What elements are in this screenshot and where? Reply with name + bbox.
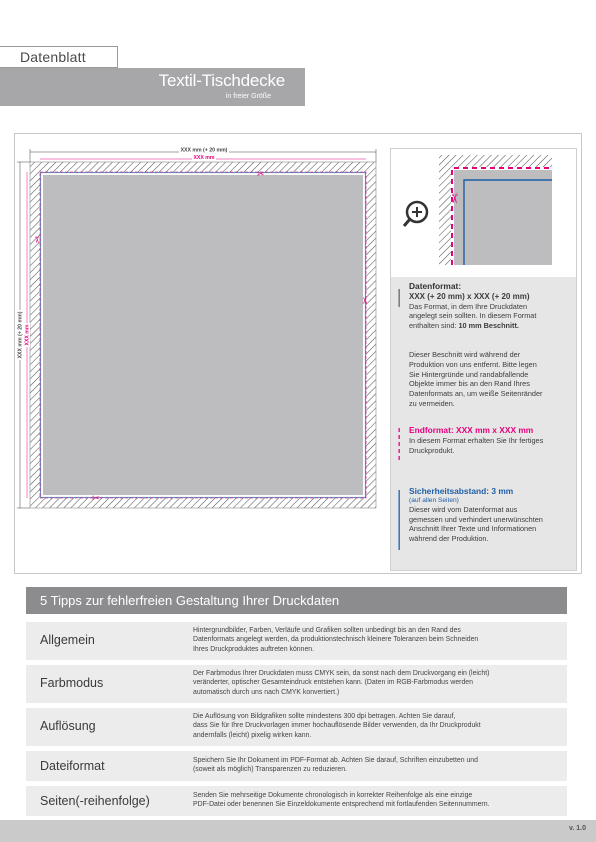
tip-row <box>26 622 567 660</box>
bleed-line: Objekte immer bis an den Rand Ihres <box>409 379 530 389</box>
end-marker <box>399 449 400 453</box>
header-title-block <box>0 68 305 106</box>
bleed-line: Sie Hintergründe und randabfallende <box>409 369 529 379</box>
tip-line: automatisch durch uns nach CMYK konvertiert.) <box>193 688 340 696</box>
safety-line-text: Anschnitt Ihrer Texte und Informationen <box>409 524 537 534</box>
version-label: v. 1.0 <box>569 825 586 832</box>
tip-row <box>26 751 567 781</box>
tip-line: veränderter, optischer Gesamteindruck entstehen kann. (Daten im RGB-Farbmodus werden <box>193 679 473 687</box>
bleed-line: Dieser Beschnitt wird während der <box>409 350 521 359</box>
panel-markers <box>396 285 404 555</box>
safety-sub: (auf allen Seiten) <box>409 496 459 504</box>
zoom-detail-graphic <box>391 149 576 277</box>
safety-heading: Sicherheitsabstand: 3 mm <box>409 486 514 496</box>
content-area <box>43 175 363 495</box>
scissors-icon: ✂ <box>92 494 100 504</box>
tip-line: Die Auflösung von Bildgrafiken sollte mindestens 300 dpi betragen. Achten Sie darauf, <box>193 713 456 720</box>
tip-line: Senden Sie mehrseitige Dokumente chronologisch in korrekter Reihenfolge als eine einzige <box>193 792 473 799</box>
safety-section <box>409 487 574 544</box>
safe-marker <box>399 490 400 550</box>
end-marker <box>399 442 400 446</box>
tip-row <box>26 786 567 816</box>
page-title: Textil-Tischdecke <box>158 71 285 90</box>
end-format-line: In diesem Format erhalten Sie Ihr fertiges <box>409 435 544 445</box>
tip-row <box>26 665 567 703</box>
scissors-icon: ✂ <box>257 170 265 180</box>
format-desc-text: enthalten sind: <box>409 321 457 331</box>
format-section <box>409 282 574 331</box>
tip-line: Ihres Druckproduktes auftreten können. <box>193 645 315 653</box>
page-subtitle: in freier Größe <box>225 93 271 100</box>
header-tab-label: Datenblatt <box>20 49 86 65</box>
tip-label: Seiten(-reihenfolge) <box>40 794 150 808</box>
tips-title: 5 Tipps zur fehlerfreien Gestaltung Ihrer Druckdaten <box>40 593 340 608</box>
tip-line: PDF-Datei oder benennen Sie Einzeldokumente entsprechend mit fortlaufenden Seitennummern. <box>193 801 490 809</box>
dim-inner-label-top: XXX mm <box>193 155 215 161</box>
end-marker <box>399 435 400 439</box>
format-desc-line: angelegt sein sollten. In diesem Format <box>409 311 537 321</box>
bleed-section <box>409 350 574 409</box>
scissors-icon: ✂ <box>31 236 41 244</box>
scissors-icon: ✂ <box>446 193 461 204</box>
dim-inner-label-left: XXX mm <box>24 324 31 346</box>
safety-line-text: gemessen und verhindert unerwünschten <box>409 514 543 524</box>
tip-label: Allgemein <box>40 633 95 647</box>
header-tab <box>0 46 118 68</box>
bleed-line: Produktion von uns entfernt. Bitte legen <box>409 359 537 369</box>
tip-line: Speichern Sie Ihr Dokument im PDF-Format ab. Achten Sie darauf, Schriften einzubetten und <box>193 757 478 764</box>
tips-title-bar <box>26 587 567 614</box>
dim-outer-label-top: XXX mm (+ 20 mm) <box>180 147 228 154</box>
tip-label: Dateiformat <box>40 759 105 773</box>
format-heading: Datenformat: <box>409 281 462 291</box>
zoom-content <box>454 170 552 265</box>
tip-label: Farbmodus <box>40 676 104 690</box>
format-marker <box>399 289 400 307</box>
safety-line-text: Dieser wird vom Datenformat aus <box>409 504 518 514</box>
format-desc-line <box>409 321 574 331</box>
tip-label: Auflösung <box>40 719 96 733</box>
tip-line: Datenformats angelegt werden, da produktionstechnisch kleinere Toleranzen beim Schneiden <box>193 636 479 644</box>
tip-text <box>193 756 563 775</box>
format-desc-line: Das Format, in dem Ihre Druckdaten <box>409 301 528 311</box>
tip-text <box>193 791 563 810</box>
safety-line-text: während der Produktion. <box>409 534 489 544</box>
zoom-icon-handle <box>404 219 410 226</box>
tip-line: (soweit als möglich) Transparenzen zu reduzieren. <box>193 766 347 774</box>
format-diagram <box>14 140 384 520</box>
end-format-section <box>409 426 574 455</box>
end-marker <box>399 428 400 432</box>
tip-text <box>193 626 563 654</box>
end-format-line: Druckprodukt. <box>409 445 455 455</box>
tip-line: Der Farbmodus Ihrer Druckdaten muss CMYK sein, da sonst nach dem Druckvorgang ein (leicht) <box>193 670 490 677</box>
scissors-icon: ✂ <box>361 296 371 304</box>
dim-outer-label-left: XXX mm (+ 20 mm) <box>17 311 24 359</box>
end-marker <box>399 456 400 460</box>
bleed-line: Datenformats an, um weiße Seitenränder <box>409 389 543 399</box>
end-format-heading: Endformat: XXX mm x XXX mm <box>409 425 534 435</box>
tip-row <box>26 708 567 746</box>
format-desc-bold: 10 mm Beschnitt. <box>458 321 519 331</box>
tip-line: andernfalls (leicht) pixelig wirken kann. <box>193 731 312 739</box>
tip-line: dass Sie für Ihre Druckvorlagen immer hochauflösende Bilder verwenden, da Ihr Druckprodukt <box>193 722 481 730</box>
bleed-line: zu vermeiden. <box>409 398 455 408</box>
tip-line: Hintergrundbilder, Farben, Verläufe und Grafiken sollten unbedingt bis an den Rand des <box>193 627 461 634</box>
tip-text <box>193 669 563 697</box>
footer <box>0 820 596 842</box>
format-size: XXX (+ 20 mm) x XXX (+ 20 mm) <box>409 291 530 301</box>
tip-text <box>193 712 563 740</box>
